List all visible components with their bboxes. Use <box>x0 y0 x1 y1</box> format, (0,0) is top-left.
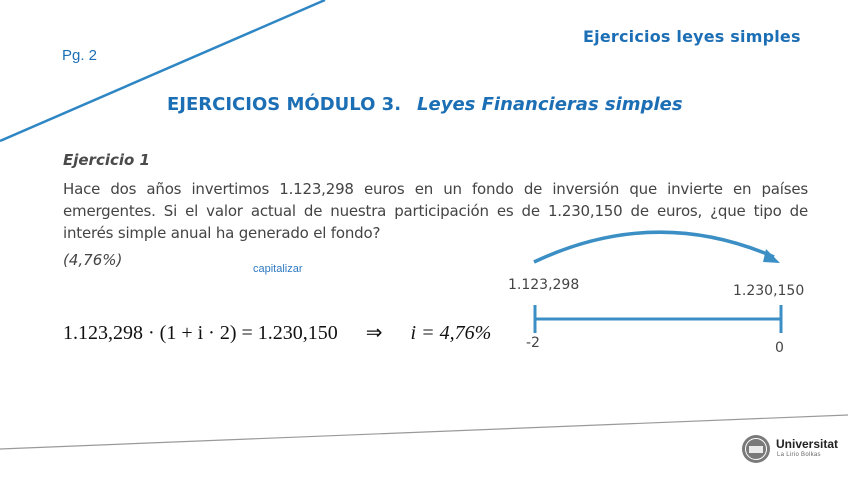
footer-divider-line <box>0 415 848 449</box>
page-title-subtitle: Leyes Financieras simples <box>417 94 683 115</box>
timeline-start-period: -2 <box>526 335 540 351</box>
exercise-answer: (4,76%) <box>63 251 123 269</box>
university-logo-icon <box>740 433 772 465</box>
capitalizar-note: capitalizar <box>253 263 303 275</box>
formula-result: i = 4,76% <box>410 322 492 344</box>
exercise-heading: Ejercicio 1 <box>63 151 150 169</box>
university-name: Universitat <box>776 437 839 451</box>
page-title-main: EJERCICIOS MÓDULO 3. <box>167 94 402 115</box>
page-number: Pg. 2 <box>62 47 98 64</box>
exercise-text: Hace dos años invertimos 1.123,298 euros en un fondo de inversión que invierte en países emergentes. Si el valor actual de nuestra participación es de 1.230,150 de euros, ¿que tipo de interés simple anual ha generado el fondo? <box>63 180 808 242</box>
timeline-end-value: 1.230,150 <box>733 283 805 299</box>
formula <box>63 320 491 345</box>
formula-arrow: ⇒ <box>365 322 383 344</box>
timeline-arrowhead <box>763 249 780 263</box>
diagonal-accent-line <box>0 0 325 141</box>
section-title: Ejercicios leyes simples <box>583 27 801 46</box>
formula-equation: 1.123,298 · (1 + i · 2) = 1.230,150 <box>63 322 338 344</box>
timeline-start-value: 1.123,298 <box>508 277 580 293</box>
timeline-end-period: 0 <box>775 340 784 356</box>
university-subtitle: La Lirio Bolkas <box>777 452 821 458</box>
page-title <box>167 94 683 115</box>
